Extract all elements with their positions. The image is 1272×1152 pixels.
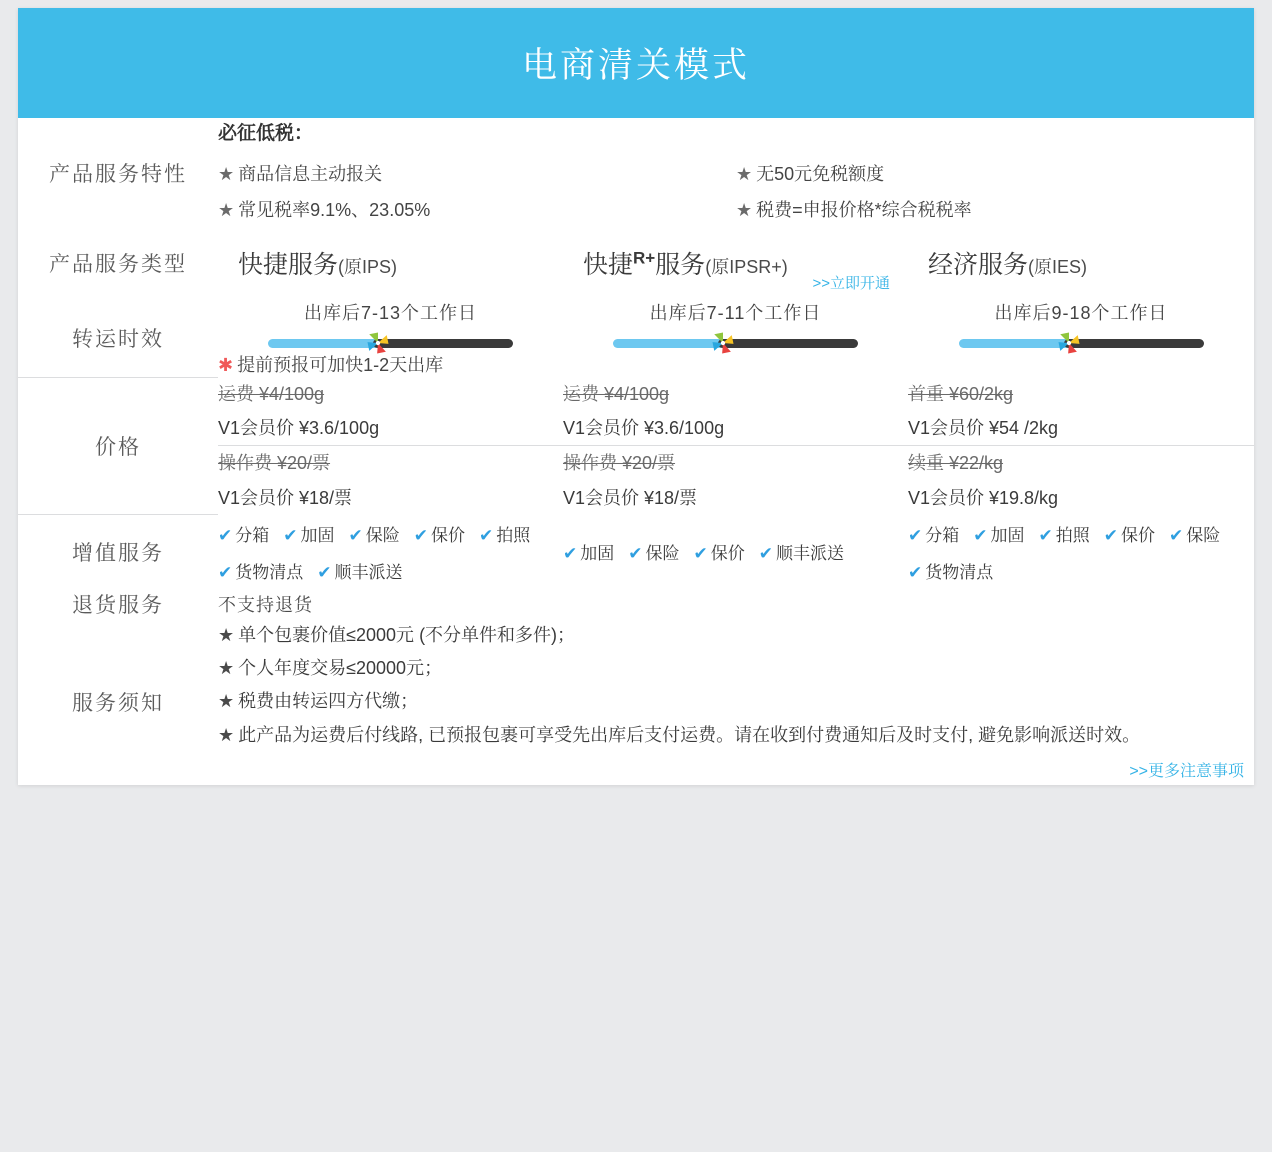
vas-list-3 <box>908 515 1254 589</box>
service-type-name: 快捷 <box>583 251 634 279</box>
check-icon: ✔ <box>348 525 363 545</box>
table-row-value-added <box>18 515 1254 589</box>
price-new: V1会员价 ¥3.6/100g <box>563 418 725 439</box>
price-new: V1会员价 ¥18/票 <box>218 487 353 508</box>
service-type-cell-2 <box>563 227 908 299</box>
vas-item: ✔ 保险 <box>628 544 680 564</box>
vas-item: ✔ 保价 <box>693 544 745 564</box>
page-title: 电商清关模式 <box>521 46 750 85</box>
row-label-features: 产品服务特性 <box>49 162 187 186</box>
price2-cell-2 <box>563 446 908 515</box>
service-type-alias: (原IES) <box>1028 257 1088 277</box>
star-icon: ★ <box>218 624 235 645</box>
check-icon: ✔ <box>908 525 923 545</box>
check-icon: ✔ <box>283 525 298 545</box>
check-icon: ✔ <box>973 525 988 545</box>
price2-cell-3 <box>908 446 1254 515</box>
vas-cell-3 <box>908 515 1254 589</box>
check-icon: ✔ <box>218 525 233 545</box>
features-list <box>218 155 1254 227</box>
speed-cell-3 <box>908 299 1254 351</box>
vas-item: ✔ 保险 <box>1169 525 1221 545</box>
check-icon: ✔ <box>1103 525 1118 545</box>
star-icon: ★ <box>218 200 235 220</box>
card-header <box>18 8 1254 118</box>
table-row-return <box>18 589 1254 619</box>
price-old: 首重 ¥60/2kg <box>908 384 1014 404</box>
table-row-notice <box>18 619 1254 785</box>
check-icon: ✔ <box>317 562 332 582</box>
speed-cell-2 <box>563 299 908 351</box>
more-notices-link[interactable]: >>更多注意事项 <box>1129 762 1245 780</box>
pinwheel-icon <box>364 329 392 357</box>
service-type-name-2: 服务 <box>655 251 706 279</box>
speed-bar-3 <box>959 335 1204 351</box>
star-icon: ★ <box>736 200 753 220</box>
return-value: 不支持退货 <box>218 594 313 615</box>
service-type-cell-3 <box>908 227 1254 299</box>
star-icon: ★ <box>218 164 235 184</box>
vas-item: ✔ 货物清点 <box>908 562 994 582</box>
vas-cell-1 <box>218 515 563 589</box>
price-cell-1 <box>218 377 563 446</box>
notice-item: ★ 此产品为运费后付线路, 已预报包裹可享受先出库后支付运费。请在收到付费通知后及时支付, 避免影响派送时效。 <box>218 724 1141 745</box>
pinwheel-icon <box>709 329 737 357</box>
price-cell-3 <box>908 377 1254 446</box>
vas-item: ✔ 顺丰派送 <box>317 562 403 582</box>
check-icon: ✔ <box>908 562 923 582</box>
speed-text-3: 出库后9-18个工作日 <box>994 303 1168 323</box>
table-row-service-type <box>18 227 1254 299</box>
check-icon: ✔ <box>1038 525 1053 545</box>
price-new: V1会员价 ¥19.8/kg <box>908 487 1059 508</box>
row-label-speed: 转运时效 <box>18 299 218 377</box>
vas-item: ✔ 加固 <box>563 544 615 564</box>
vas-item: ✔ 保价 <box>413 525 465 545</box>
check-icon: ✔ <box>693 544 708 564</box>
vas-item: ✔ 加固 <box>973 525 1025 545</box>
star-icon: ★ <box>218 724 235 745</box>
star-icon: ★ <box>736 164 753 184</box>
asterisk-icon: ✱ <box>218 355 234 375</box>
row-label-notice: 服务须知 <box>72 691 164 715</box>
check-icon: ✔ <box>563 544 578 564</box>
vas-list-1 <box>218 515 563 589</box>
vas-item: ✔ 顺丰派送 <box>758 544 844 564</box>
table-row-price-1 <box>18 377 1254 446</box>
feature-item: ★ 无50元免税额度 <box>736 164 885 184</box>
service-type-2 <box>563 227 908 299</box>
notice-item: ★ 个人年度交易≤20000元； <box>218 658 443 679</box>
feature-item: ★ 税费=申报价格*综合税税率 <box>736 200 972 220</box>
feature-item: ★ 常见税率9.1%、23.05% <box>218 200 431 220</box>
feature-item: ★ 商品信息主动报关 <box>218 164 383 184</box>
speed-bar-right <box>718 339 858 348</box>
activate-now-link[interactable]: >>立即开通 <box>812 275 890 292</box>
row-label-value-added: 增值服务 <box>72 542 164 565</box>
check-icon: ✔ <box>628 544 643 564</box>
price-new: V1会员价 ¥3.6/100g <box>218 418 380 439</box>
notice-item: ★ 税费由转运四方代缴； <box>218 691 419 712</box>
speed-text-2: 出库后7-11个工作日 <box>649 303 822 323</box>
features-title: 必征低税： <box>218 123 314 144</box>
vas-item: ✔ 拍照 <box>479 525 531 545</box>
speed-bar-1 <box>268 335 513 351</box>
vas-item: ✔ 保险 <box>348 525 400 545</box>
vas-item: ✔ 拍照 <box>1038 525 1090 545</box>
speed-text-1: 出库后7-13个工作日 <box>303 303 478 323</box>
features-cell <box>218 118 1254 227</box>
price-old: 续重 ¥22/kg <box>908 453 1004 474</box>
pricing-card <box>18 8 1254 785</box>
pinwheel-icon <box>1055 329 1083 357</box>
speed-bar-2 <box>613 335 858 351</box>
price-new: V1会员价 ¥18/票 <box>563 487 698 508</box>
check-icon: ✔ <box>218 562 233 582</box>
service-type-name: 快捷服务 <box>238 251 339 279</box>
service-type-1 <box>218 227 563 299</box>
row-label-price: 价格 <box>18 377 218 515</box>
check-icon: ✔ <box>1169 525 1184 545</box>
vas-item: ✔ 加固 <box>283 525 335 545</box>
row-label-service-type: 产品服务类型 <box>49 253 187 276</box>
star-icon: ★ <box>218 691 235 712</box>
check-icon: ✔ <box>758 544 773 564</box>
speed-bar-right <box>1064 339 1204 348</box>
table-row-speed <box>18 299 1254 351</box>
service-type-name: 经济服务 <box>928 251 1029 279</box>
price-new: V1会员价 ¥54 /2kg <box>908 418 1059 439</box>
check-icon: ✔ <box>413 525 428 545</box>
vas-item: ✔ 保价 <box>1103 525 1155 545</box>
speed-bar-right <box>373 339 513 348</box>
speed-note-text: 提前预报可加快1-2天出库 <box>237 355 444 375</box>
service-type-cell-1 <box>218 227 563 299</box>
price-old: 运费 ¥4/100g <box>563 384 670 404</box>
service-comparison-table <box>18 118 1254 785</box>
price-old: 运费 ¥4/100g <box>218 384 325 404</box>
vas-cell-2 <box>563 515 908 589</box>
price-old: 操作费 ¥20/票 <box>563 453 676 474</box>
speed-cell-1 <box>218 299 563 351</box>
vas-item: ✔ 货物清点 <box>218 562 304 582</box>
service-type-3 <box>908 227 1254 299</box>
service-type-alias: (原IPS) <box>338 257 398 277</box>
star-icon: ★ <box>218 658 235 679</box>
check-icon: ✔ <box>479 525 494 545</box>
notice-item: ★ 单个包裹价值≤2000元 (不分单件和多件)； <box>218 624 576 645</box>
row-label-return: 退货服务 <box>72 593 164 617</box>
price2-cell-1 <box>218 446 563 515</box>
service-type-superscript: R+ <box>633 248 656 268</box>
vas-list-2 <box>563 533 908 570</box>
price-cell-2 <box>563 377 908 446</box>
vas-item: ✔ 分箱 <box>218 525 270 545</box>
price-old: 操作费 ¥20/票 <box>218 453 331 474</box>
service-type-alias: (原IPSR+) <box>705 257 788 277</box>
notice-cell <box>218 619 1254 785</box>
table-row-features <box>18 118 1254 227</box>
vas-item: ✔ 分箱 <box>908 525 960 545</box>
